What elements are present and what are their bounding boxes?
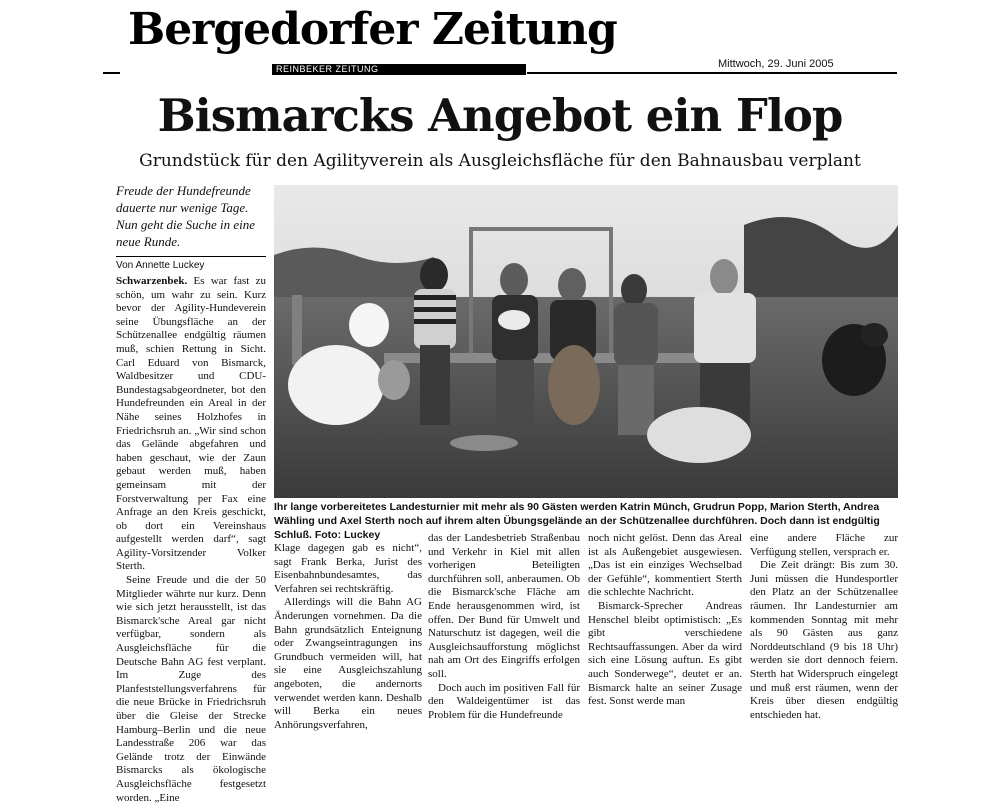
paragraph: Allerdings will die Bahn AG Änderungen vornehmen. Da die Bahn grundsätzlich Enteignung oder Zwangseintragungen ins Grundbuch vermeiden will, hat sie eine Ausgleichszahlung angeboten, die andernorts verwendet werden kann. Deshalb will Berka ein neues Anhörungsverfahren, <box>274 596 422 731</box>
masthead-rule-right <box>527 72 897 74</box>
paragraph: noch nicht gelöst. Denn das Areal ist als Außengebiet ausgewiesen. „Das ist ein einziges Wechselbad der Gefühle“, kommentiert Sterth die schlechte Nachricht. <box>588 532 742 599</box>
article-column-4 <box>588 532 742 709</box>
dateline: Schwarzenbek. <box>116 275 188 287</box>
paragraph <box>116 275 266 574</box>
intro-text: Freude der Hundefreunde dauerte nur wenige Tage. Nun geht die Suche in eine neue Runde. <box>116 183 255 249</box>
article-column-3 <box>428 532 580 722</box>
paragraph: Die Zeit drängt: Bis zum 30. Juni müssen die Hundesportler den Platz an der Schützenallee räumen. Ihr Landesturnier am kommenden Sonntag mit mehr als 90 Gästen aus ganz Norddeutschland (9 bis 18 Uhr) werden sie dort dennoch feiern. Sterth hat Widerspruch eingelegt und muß erst räumen, wenn der Kreis über diesen endgültig entschieden hat. <box>750 559 898 721</box>
article-column-2 <box>274 542 422 732</box>
article-column-5 <box>750 532 898 722</box>
paragraph: das der Landesbetrieb Straßenbau und Verkehr in Kiel mit allen vorherigen Beteiligten durchführen soll, anberaumen. Ob die Bismarck'sche Fläche am Ende herausgenommen wird, ist offen. Der Bund für Umwelt und Naturschutz ist dagegen, weil die Ausgleichsaufforstung möglichst nah am Ort des Eingriffs erfolgen soll. <box>428 532 580 680</box>
photo-image <box>274 185 898 498</box>
paragraph-text: Es war fast zu schön, um wahr zu sein. Kurz bevor der Agility-Hundeverein seine Übungsfläche an der Schützenallee endgültig räumen muß, schien Rettung in Sicht. Carl Eduard von Bismarck, Waldbesitzer und CDU-Bundestagsabgeordneter, bot den Hundefreunden ein Areal in der Nähe seines Holzhofes in Friedrichsruh an. „Wir sind schon das Gelände abgefahren und haben geschaut, wie der Zaun gebaut werden muß, haben gemeinsam mit der Forstverwaltung per Fax eine Anfrage an den Kreis geschickt, ob dort ein Vereinshaus aufgestellt werden darf“, sagt Agility-Vorsitzender Volker Sterth. <box>116 275 266 573</box>
edition-bar: REINBEKER ZEITUNG <box>272 64 526 75</box>
masthead-title: Bergedorfer Zeitung <box>128 4 617 55</box>
paragraph: Seine Freude und die der 50 Mitglieder währte nur kurz. Denn wie sich jetzt herausstellt, ist das Bismarck'sche Areal gar nicht verfügbar, sondern als Ausgleichsfläche für die Deutsche Bahn AG fest verplant. Im Zuge des Planfeststellungsverfahrens für die neue Brücke in Friedrichsruh über die Gleise der Strecke Hamburg–Berlin und die neue Landesstraße 206 war das Gelände trotz der Einwände Bismarcks als ökologische Ausgleichsfläche festgesetzt worden. „Eine <box>116 574 266 804</box>
subheadline: Grundstück für den Agilityverein als Ausgleichsfläche für den Bahnausbau verplant <box>139 151 861 171</box>
paragraph: Doch auch im positiven Fall für den Waldeigentümer ist das Problem für die Hundefreunde <box>428 681 580 721</box>
paragraph: eine andere Fläche zur Verfügung stellen, versprach er. <box>750 532 898 558</box>
paragraph: Bismarck-Sprecher Andreas Henschel bleibt optimistisch: „Es gibt verschiedene Rechtsauffassungen. Aber da wird sich eine Lösung auftun. Es gibt auch Sonderwege“, deutet er an. Bismarck halte an seiner Zusage fest. Sonst werde man <box>588 599 742 708</box>
photo-credit: Foto: Luckey <box>314 529 381 541</box>
caption-text: Ihr lange vorbereitetes Landesturnier mit mehr als 90 Gästen werden Katrin Münch, Grudrun Popp, Marion Sterth, Andrea Wähling und Axel Sterth noch auf ihrem alten Übungsgelände an der Schützenallee durchführen. Doch dann ist endgültig Schluß. <box>274 501 880 541</box>
issue-date: Mittwoch, 29. Juni 2005 <box>718 58 834 70</box>
article-column-1 <box>116 275 266 805</box>
author-line: Von Annette Luckey <box>116 256 266 271</box>
masthead-rule-left <box>103 72 120 74</box>
article-photo <box>274 185 898 498</box>
headline: Bismarcks Angebot ein Flop <box>157 89 843 142</box>
paragraph: Klage dagegen gab es nicht“, sagt Frank Berka, Jurist des Eisenbahnbundesamtes, das Verfahren sei rechtskräftig. <box>274 542 422 595</box>
